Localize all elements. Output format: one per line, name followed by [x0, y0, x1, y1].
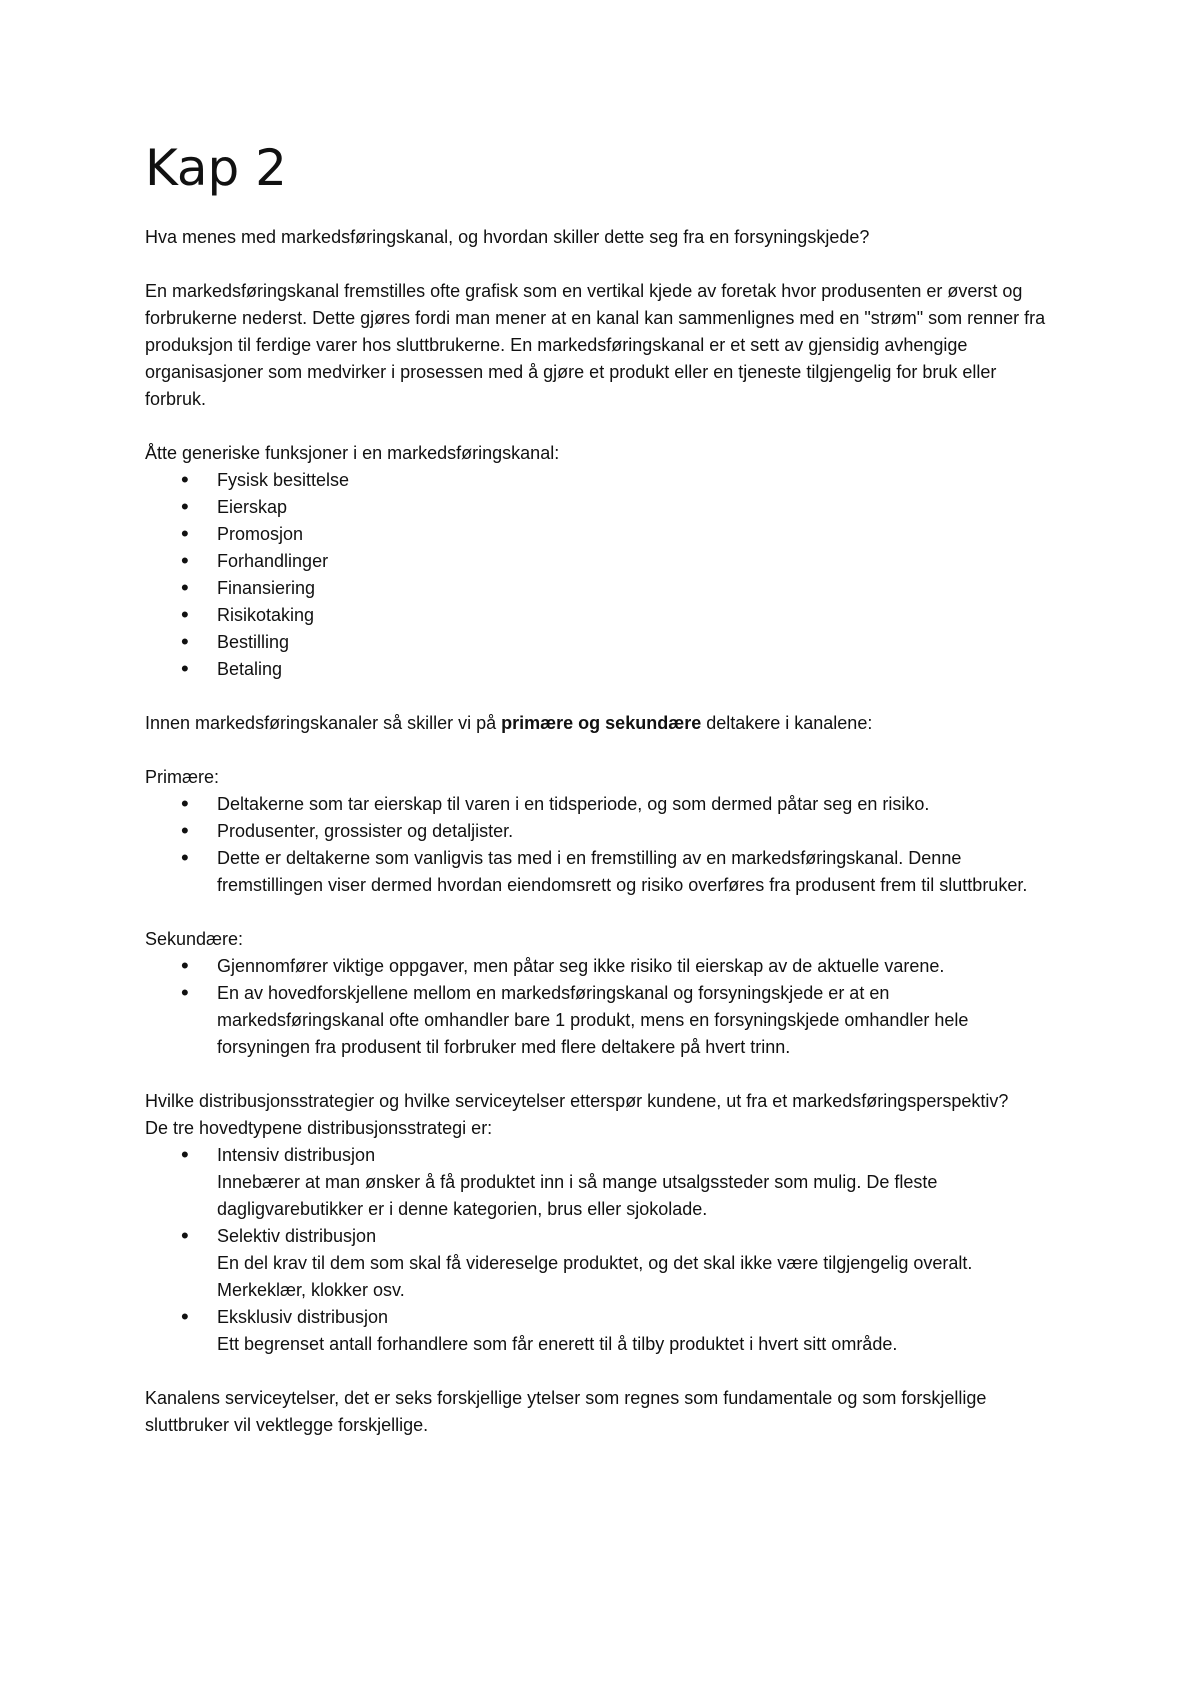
list-item: • Produsenter, grossister og detaljister. — [217, 818, 1060, 845]
strategy-description: Innebærer at man ønsker å få produktet inn i så mange utsalgssteder som mulig. De fleste dagligvarebutikker er i denne kategorien, brus eller sjokolade. — [217, 1172, 938, 1219]
paragraph-marketing-channel: En markedsføringskanal fremstilles ofte grafisk som en vertikal kjede av foretak hvor produsenten er øverst og forbrukerne nederst. Dette gjøres fordi man mener at en kanal kan sammenlignes med en "strøm" som renner fra produksjon til ferdige varer hos sluttbrukerne. En markedsføringskanal er et sett av gjensidig avhengige organisasjoner som medvirker i prosessen med å gjøre et produkt eller en tjeneste tilgjengelig for bruk eller forbruk. — [145, 281, 1046, 409]
list-item: • En av hovedforskjellene mellom en markedsføringskanal og forsyningskjede er at en markedsføringskanal ofte omhandler bare 1 produkt, mens en forsyningskjede omhandler hele forsyningen fra produsent til forbruker med flere deltakere på hvert trinn. — [217, 980, 1060, 1061]
strategy-name: • Intensiv distribusjon — [217, 1145, 376, 1165]
list-item: • Betaling — [217, 656, 1060, 683]
participants-text-start: Innen markedsføringskanaler så skiller vi på — [145, 713, 502, 733]
participants-text-end: deltakere i kanalene: — [701, 713, 873, 733]
functions-heading: Åtte generiske funksjoner i en markedsføringskanal: — [145, 443, 560, 463]
list-item: • Risikotaking — [217, 602, 1060, 629]
list-item: • Finansiering — [217, 575, 1060, 602]
strategy-name: • Eksklusiv distribusjon — [217, 1307, 389, 1327]
strategy-description: En del krav til dem som skal få videreselge produktet, og det skal ikke være tilgjengelig overalt. Merkeklær, klokker osv. — [217, 1253, 973, 1300]
secondary-heading: Sekundære: — [145, 929, 244, 949]
strategy-name: • Selektiv distribusjon — [217, 1226, 377, 1246]
strategies-list — [145, 1142, 1060, 1358]
secondary-list — [145, 953, 1060, 1061]
list-item: • Eierskap — [217, 494, 1060, 521]
strategy-description: Ett begrenset antall forhandlere som får enerett til å tilby produktet i hvert sitt område. — [217, 1334, 898, 1354]
list-item: • Fysisk besittelse — [217, 467, 1060, 494]
list-item: • Deltakerne som tar eierskap til varen i en tidsperiode, og som dermed påtar seg en risiko. — [217, 791, 1060, 818]
list-item: • Forhandlinger — [217, 548, 1060, 575]
list-item — [217, 1223, 1060, 1304]
functions-list — [145, 467, 1060, 683]
list-item — [217, 1304, 1060, 1358]
primary-list — [145, 791, 1060, 899]
participants-paragraph — [145, 710, 1060, 737]
list-item: • Promosjon — [217, 521, 1060, 548]
list-item: • Gjennomfører viktige oppgaver, men påtar seg ikke risiko til eierskap av de aktuelle varene. — [217, 953, 1060, 980]
question-2: Hvilke distribusjonsstrategier og hvilke serviceytelser etterspør kundene, ut fra et markedsføringsperspektiv? — [145, 1091, 1009, 1111]
question-1: Hva menes med markedsføringskanal, og hvordan skiller dette seg fra en forsyningskjede? — [145, 227, 870, 247]
closing-paragraph: Kanalens serviceytelser, det er seks forskjellige ytelser som regnes som fundamentale og som forskjellige sluttbruker vil vektlegge forskjellige. — [145, 1388, 987, 1435]
list-item: • Dette er deltakerne som vanligvis tas med i en fremstilling av en markedsføringskanal. Denne fremstillingen viser dermed hvordan eiendomsrett og risiko overføres fra produsent frem til sluttbruker. — [217, 845, 1060, 899]
strategies-heading: De tre hovedtypene distribusjonsstrategi er: — [145, 1118, 493, 1138]
list-item: • Bestilling — [217, 629, 1060, 656]
primary-heading: Primære: — [145, 767, 220, 787]
participants-bold-text: primære og sekundære — [501, 713, 702, 733]
page-title: Kap 2 — [145, 139, 287, 197]
list-item — [217, 1142, 1060, 1223]
